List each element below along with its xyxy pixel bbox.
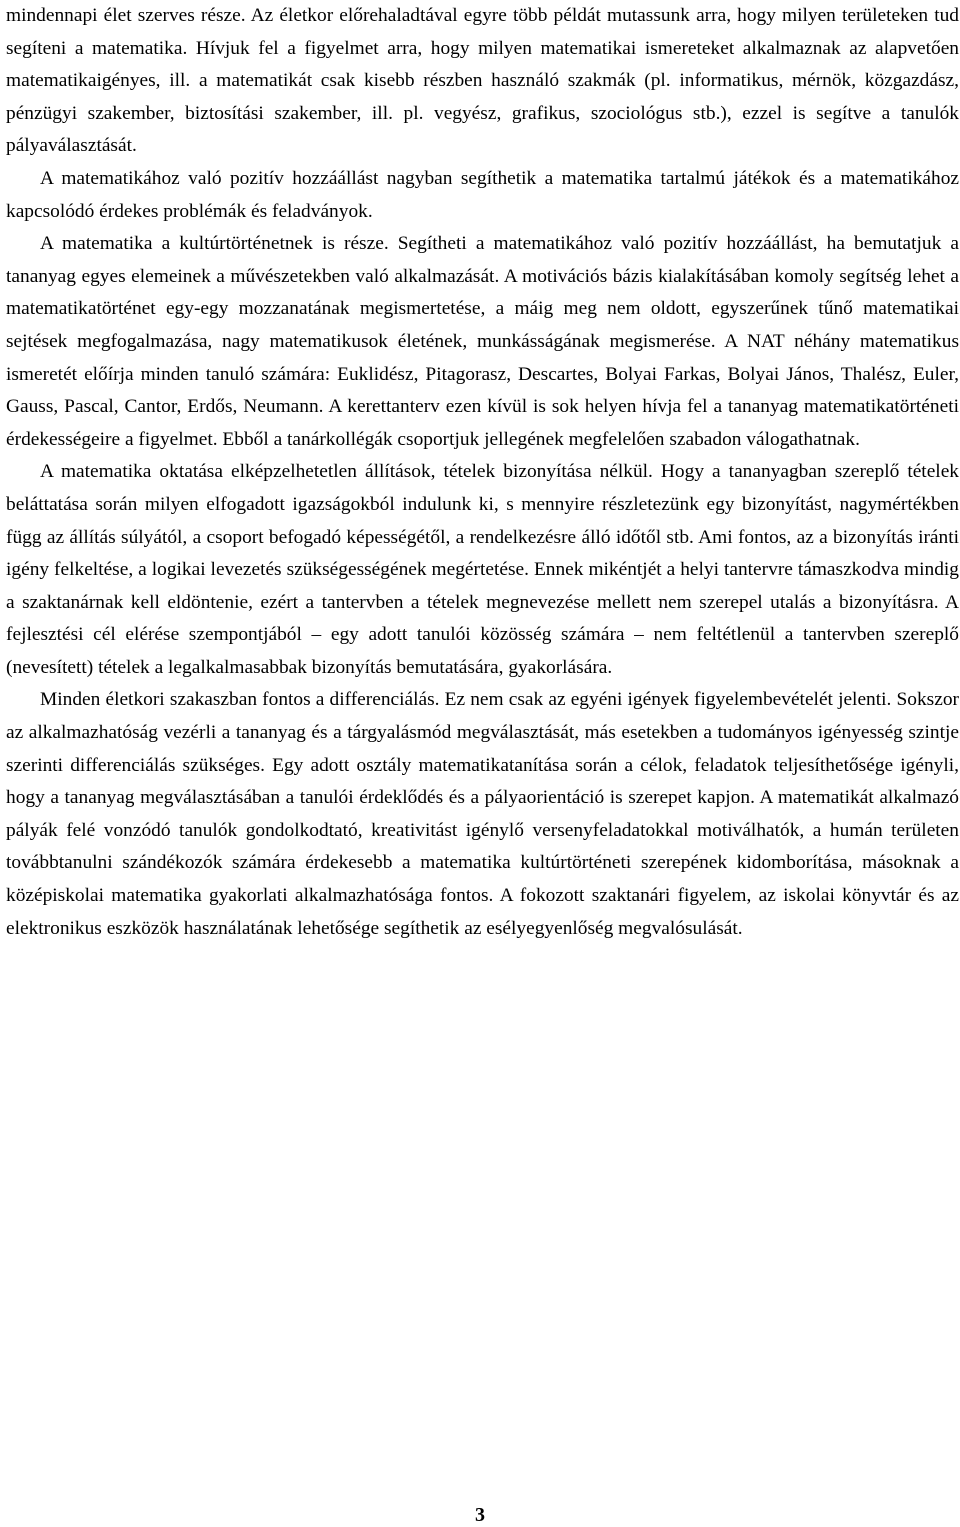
- document-page: [6, 0, 959, 945]
- paragraph-5: Minden életkori szakaszban fontos a differenciálás. Ez nem csak az egyéni igények figyelembevételét jelenti. Sokszor az alkalmazhatóság vezérli a tananyag és a tárgyalásmód megválasztását, más esetekben a tudományos igényesség szintje szerinti differenciálás szükséges. Egy adott osztály matematikatanítása során a célok, feladatok teljesíthetősége igényli, hogy a tananyag megválasztásában a tanulói érdeklődés és a pályaorientáció is szerepet kapjon. A matematikát alkalmazó pályák felé vonzódó tanulók gondolkodtató, kreativitást igénylő versenyfeladatokkal motiválhatók, a humán területen továbbtanulni szándékozók számára érdekesebb a matematika kultúrtörténeti szerepének kidomborítása, másoknak a középiskolai matematika gyakorlati alkalmazhatósága fontos. A fokozott szaktanári figyelem, az iskolai könyvtár és az elektronikus eszközök használatának lehetősége segíthetik az esélyegyenlőség megvalósulását.: [6, 689, 959, 939]
- page-number: 3: [475, 1504, 485, 1526]
- paragraph-4: A matematika oktatása elképzelhetetlen állítások, tételek bizonyítása nélkül. Hogy a tananyagban szereplő tételek beláttatása során milyen elfogadott igazságokból indulunk ki, s mennyire részletezünk egy bizonyítást, nagymértékben függ az állítás súlyától, a csoport befogadó képességétől, a rendelkezésre álló időtől stb. Ami fontos, az a bizonyítás iránti igény felkeltése, a logikai levezetés szükségességének megértetése. Ennek mikéntjét a helyi tantervre támaszkodva mindig a szaktanárnak kell eldöntenie, ezért a tantervben a tételek megnevezése mellett nem szerepel utalás a bizonyításra. A fejlesztési cél elérése szempontjából – egy adott tanulói közösség számára – nem feltétlenül a tantervben szereplő (nevesített) tételek a legalkalmasabbak bizonyítás bemutatására, gyakorlására.: [6, 461, 959, 678]
- paragraph-2: A matematikához való pozitív hozzáállást nagyban segíthetik a matematika tartalmú játékok és a matematikához kapcsolódó érdekes problémák és feladványok.: [6, 167, 959, 222]
- paragraph-3: A matematika a kultúrtörténetnek is része. Segítheti a matematikához való pozitív hozzáállást, ha bemutatjuk a tananyag egyes elemeinek a művészetekben való alkalmazását. A motivációs bázis kialakításában komoly segítség lehet a matematikatörténet egy-egy mozzanatának megismertetése, a máig meg nem oldott, egyszerűnek tűnő matematikai sejtések megfogalmazása, nagy matematikusok életének, munkásságának megismerése. A NAT néhány matematikus ismeretét előírja minden tanuló számára: Euklidész, Pitagorasz, Descartes, Bolyai Farkas, Bolyai János, Thalész, Euler, Gauss, Pascal, Cantor, Erdős, Neumann. A kerettanterv ezen kívül is sok helyen hívja fel a tananyag matematikatörténeti érdekességeire a figyelmet. Ebből a tanárkollégák csoportjuk jellegének megfelelően szabadon válogathatnak.: [6, 233, 959, 450]
- paragraph-1: mindennapi élet szerves része. Az életkor előrehaladtával egyre több példát mutassunk arra, hogy milyen területeken tud segíteni a matematika. Hívjuk fel a figyelmet arra, hogy milyen matematikai ismereteket alkalmaznak az alapvetően matematikaigényes, ill. a matematikát csak kisebb részben használó szakmák (pl. informatikus, mérnök, közgazdász, pénzügyi szakember, biztosítási szakember, ill. pl. vegyész, grafikus, szociológus stb.), ezzel is segítve a tanulók pályaválasztását.: [6, 5, 959, 157]
